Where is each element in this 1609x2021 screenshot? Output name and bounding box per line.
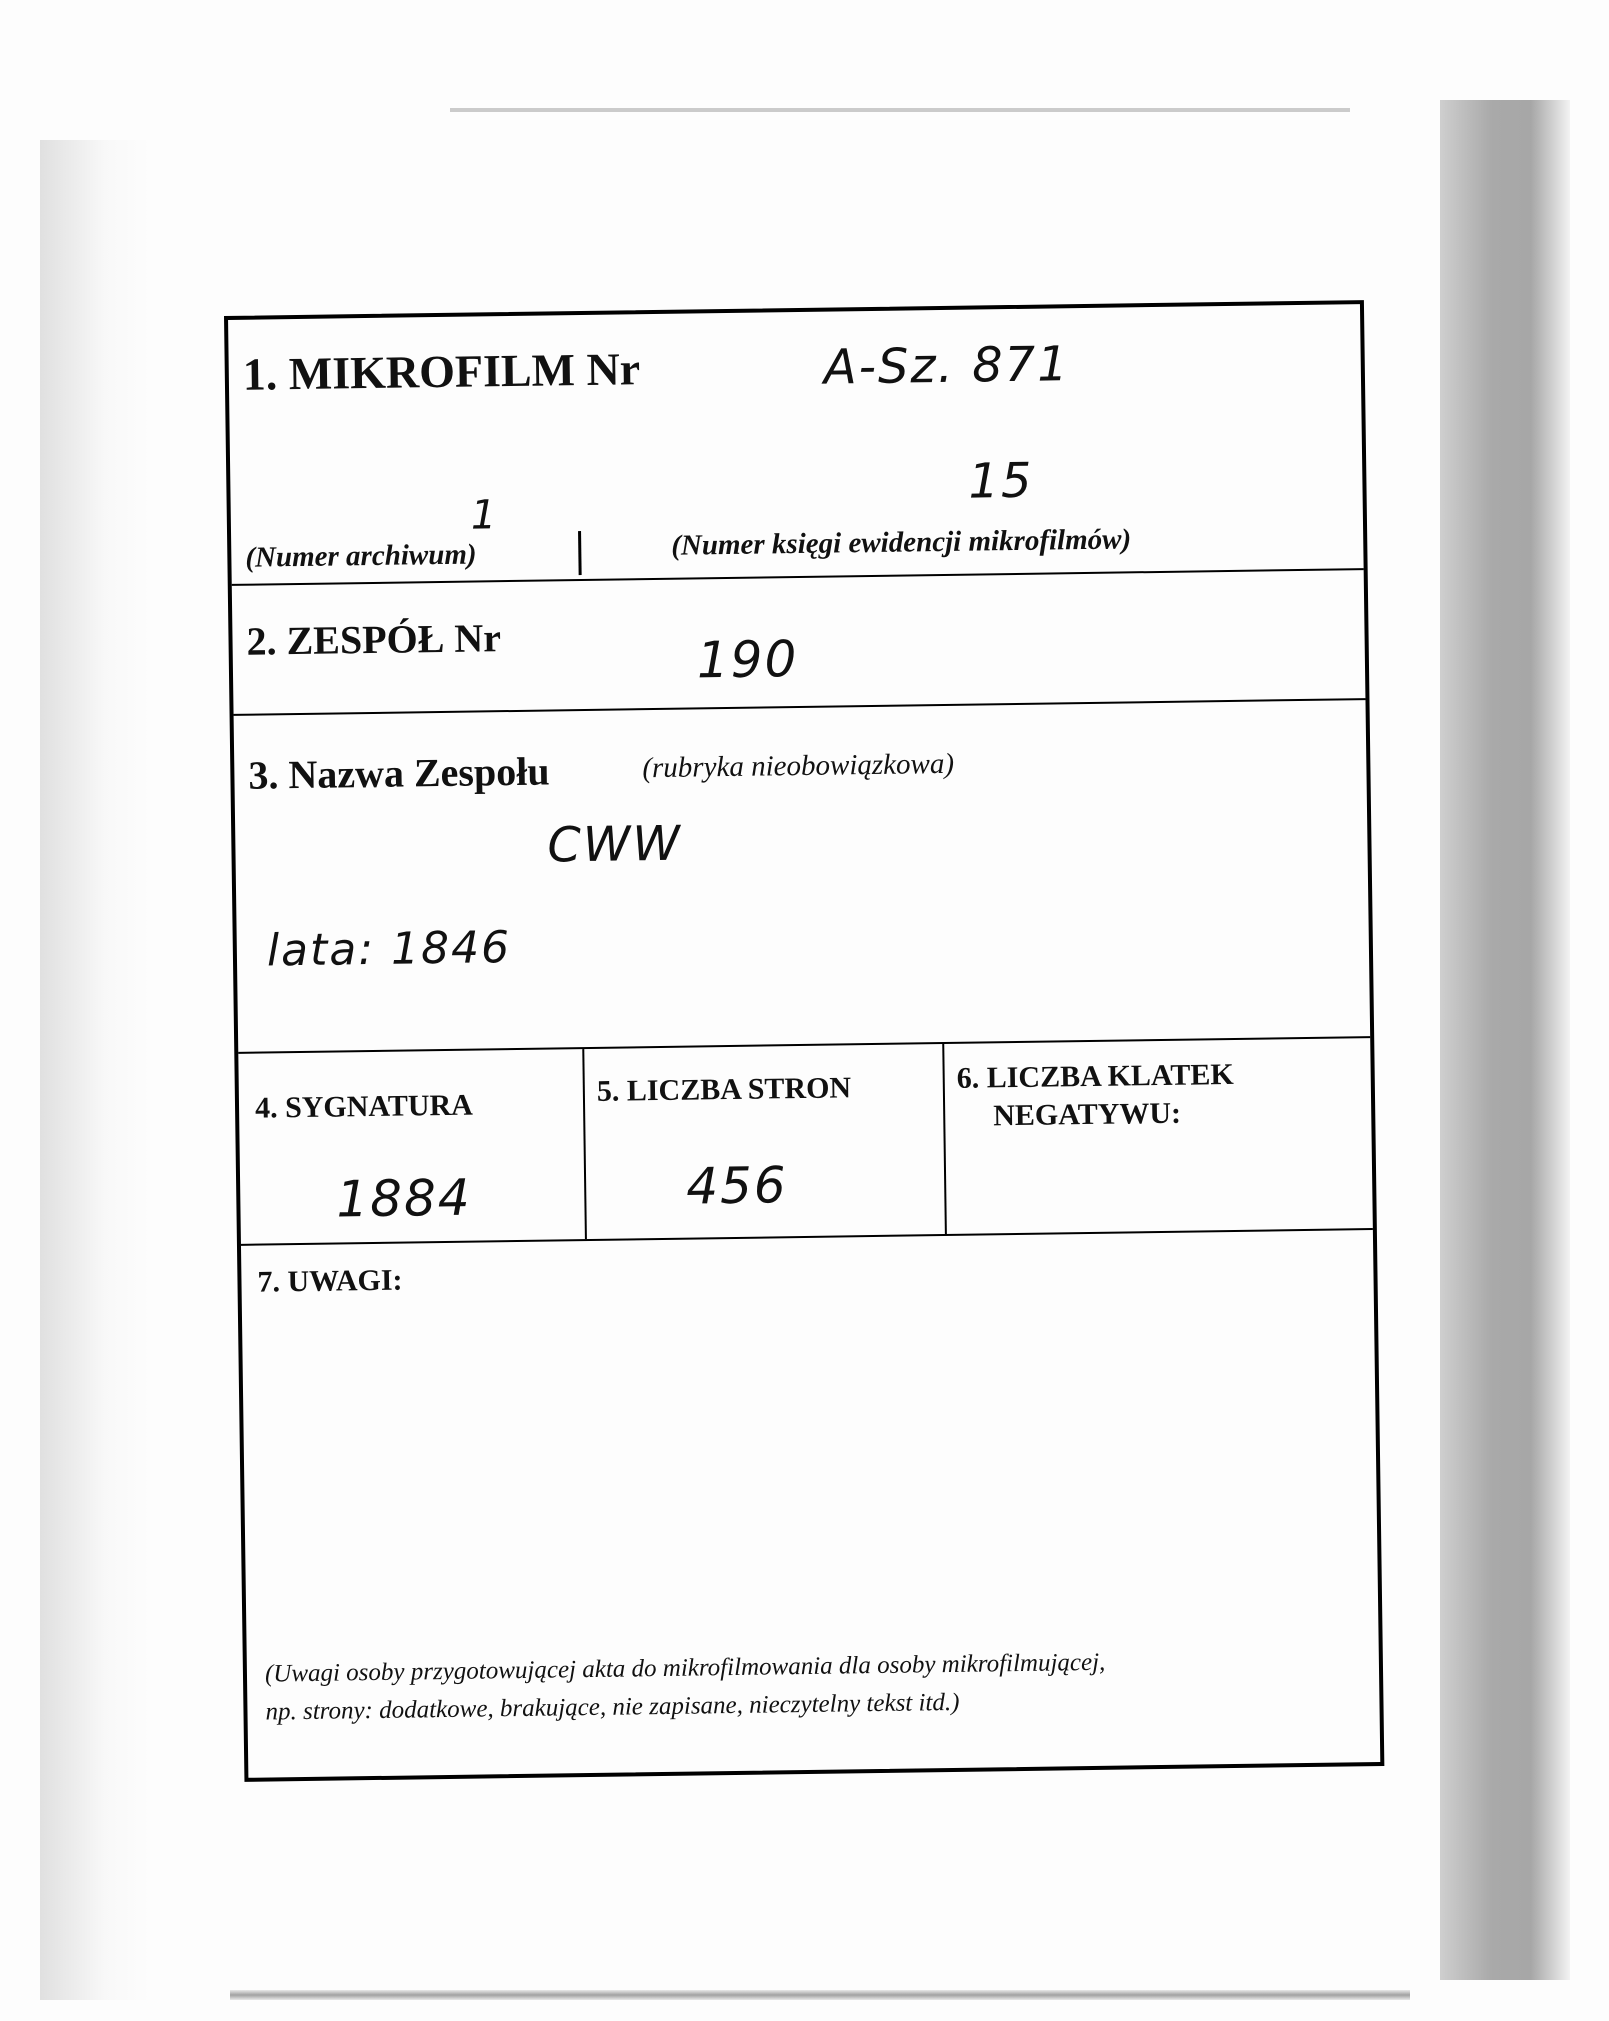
uwagi-label: 7. UWAGI: (257, 1263, 403, 1299)
cell-liczba-klatek (944, 1038, 1381, 1234)
row-signature-pages-frames (238, 1038, 1373, 1246)
row-uwagi (241, 1230, 1380, 1778)
fonds-number-label: 2. ZESPÓŁ Nr (246, 615, 502, 664)
fonds-name-label: 3. Nazwa Zespołu (248, 748, 550, 798)
sygnatura-value: 1884 (335, 1168, 472, 1229)
scan-shadow-left (40, 140, 150, 2000)
archive-number-caption: (Numer archiwum) (245, 538, 477, 574)
sygnatura-label: 4. SYGNATURA (254, 1088, 474, 1125)
fonds-name-note: (rubryka nieobowiązkowa) (642, 747, 955, 785)
scan-edge-bottom (230, 1990, 1410, 2000)
register-number-handwritten: 15 (967, 452, 1034, 510)
row-microfilm-number (228, 304, 1364, 586)
row-fonds-number (232, 570, 1366, 716)
scan-edge-top (450, 108, 1350, 112)
cell-sygnatura (238, 1049, 587, 1244)
liczba-stron-label: 5. LICZBA STRON (596, 1071, 852, 1108)
liczba-klatek-label-line2: NEGATYWU: (993, 1096, 1182, 1133)
register-number-caption: (Numer księgi ewidencji mikrofilmów) (671, 523, 1132, 562)
row-fonds-name (234, 700, 1371, 1054)
liczba-klatek-label-line1: 6. LICZBA KLATEK (956, 1057, 1234, 1095)
uwagi-note-line2: np. strony: dodatkowe, brakujące, nie zapisane, nieczytelny tekst itd.) (265, 1688, 960, 1726)
microfilm-number-label: 1. MIKROFILM Nr (242, 343, 641, 400)
years-handwritten: lata: 1846 (266, 922, 512, 977)
uwagi-note-line1: (Uwagi osoby przygotowującej akta do mikrofilmowania dla osoby mikrofilmującej, (264, 1648, 1106, 1688)
cell-liczba-stron (584, 1044, 947, 1239)
fonds-number-handwritten: 190 (696, 630, 799, 690)
archive-number-handwritten: 1 (470, 492, 499, 539)
fonds-name-handwritten: CWW (547, 815, 683, 874)
liczba-stron-value: 456 (685, 1156, 789, 1216)
microfilm-number-handwritten: A-Sz. 871 (823, 336, 1071, 396)
scan-shadow-right (1440, 100, 1570, 1980)
caption-divider (578, 531, 582, 575)
microfilm-form-card (224, 300, 1384, 1782)
